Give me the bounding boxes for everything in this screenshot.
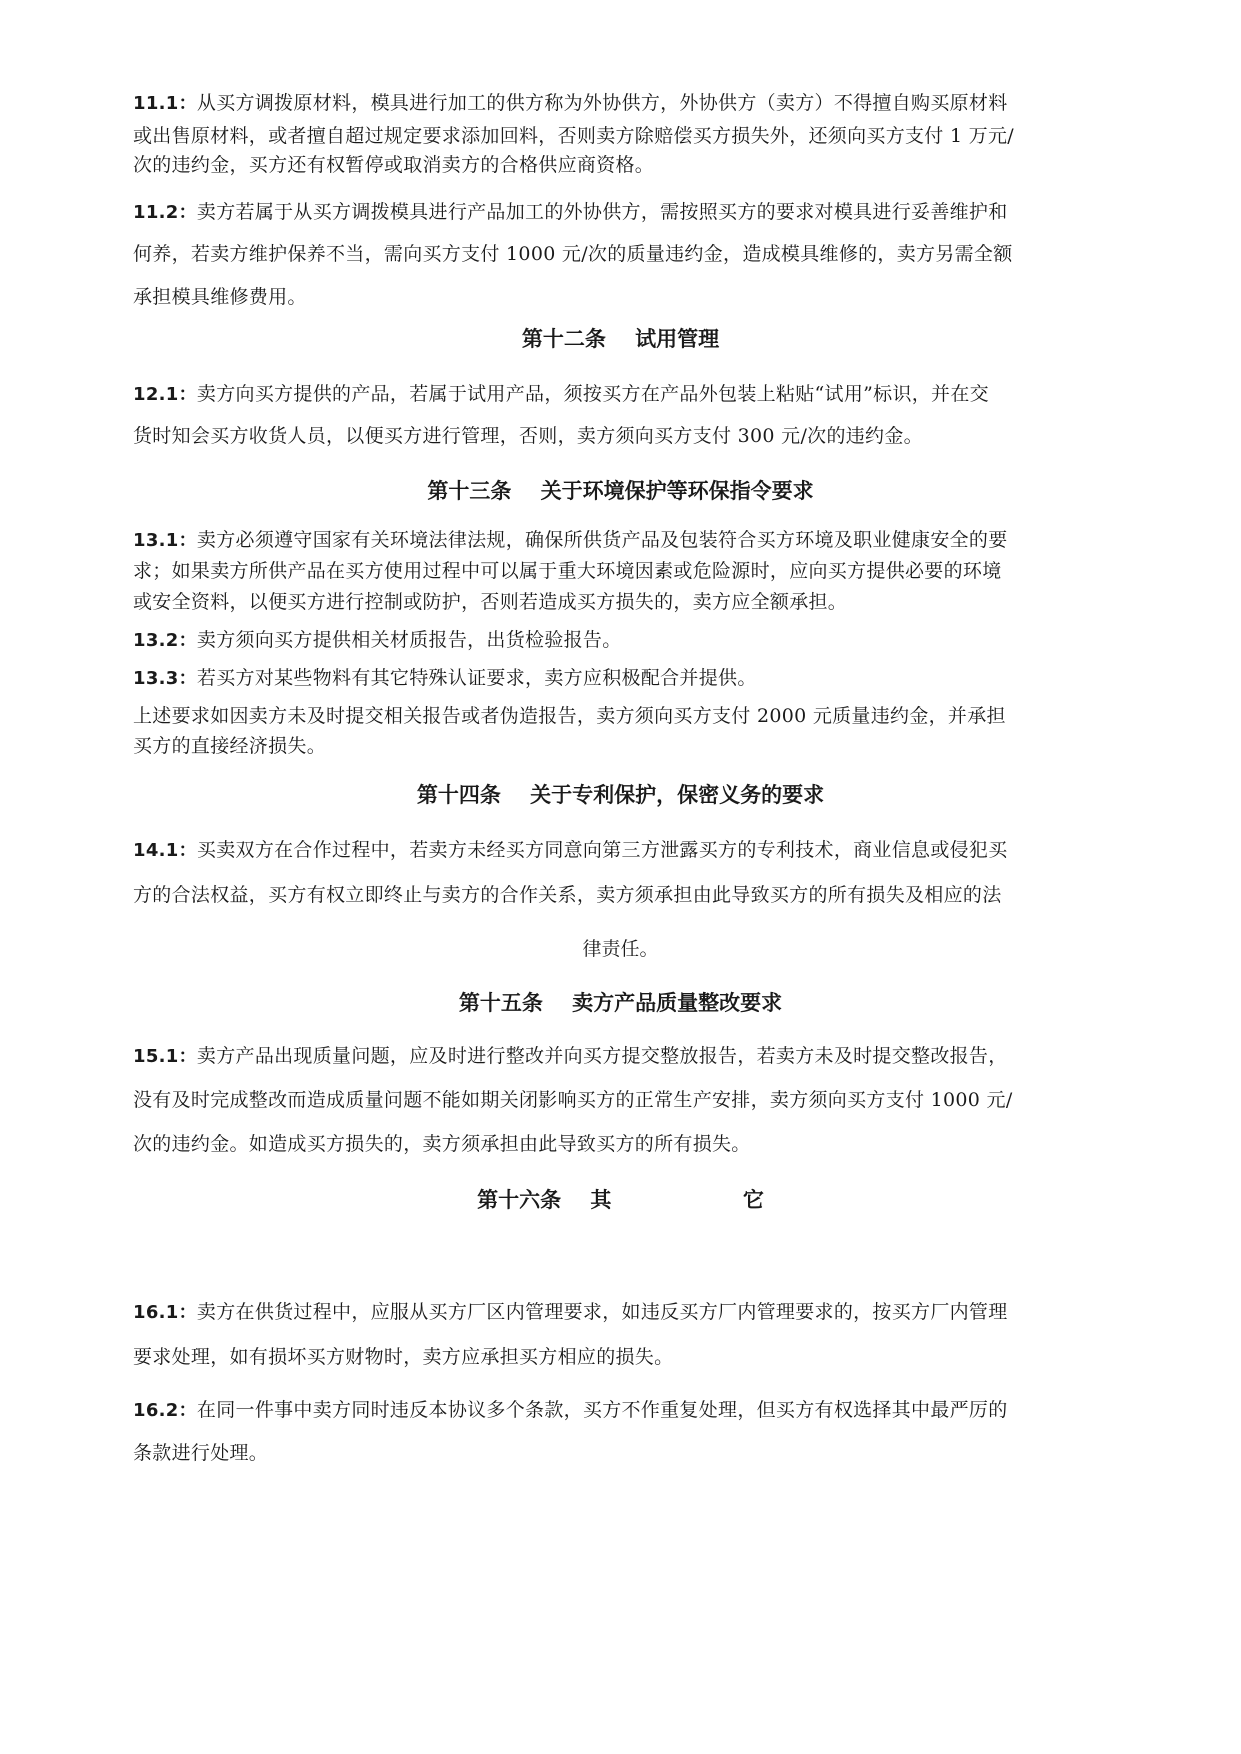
clause-number: 11.2： (133, 202, 197, 223)
article-13-heading: 第十三条 关于环境保护等环保指令要求 (427, 479, 814, 503)
article-15-heading: 第十五条 卖方产品质量整改要求 (458, 991, 783, 1015)
clause-13-1-line-2: 求；如果卖方所供产品在买方使用过程中可以属于重大环境因素或危险源时，应向买方提供必要的环境 (133, 560, 1002, 582)
clause-11-1-line-2: 或出售原材料，或者擅自超过规定要求添加回料，否则卖方除赔偿买方损失外，还须向买方支付 1 万元/ (133, 125, 1014, 147)
clause-11-2-line-3: 承担模具维修费用。 (133, 286, 307, 308)
clause-11-1-line-3: 次的违约金，买方还有权暂停或取消卖方的合格供应商资格。 (133, 154, 655, 176)
clause-13-2: 13.2：卖方须向买方提供相关材质报告，出货检验报告。 (133, 629, 622, 651)
clause-14-1-line-3: 律责任。 (582, 938, 659, 960)
clause-13-remark-line-1: 上述要求如因卖方未及时提交相关报告或者伪造报告，卖方须向买方支付 2000 元质量违约金，并承担 (133, 705, 1006, 727)
clause-13-remark-line-2: 买方的直接经济损失。 (133, 735, 327, 757)
clause-11-1-line-1: 11.1：从买方调拨原材料，模具进行加工的供方称为外协供方，外协供方（卖方）不得擅自购买原材料 (133, 92, 1008, 114)
clause-number: 16.2： (133, 1400, 197, 1421)
article-16-heading: 第十六条 其 它 (477, 1188, 764, 1212)
clause-12-1-line-2: 货时知会买方收货人员，以便买方进行管理，否则，卖方须向买方支付 300 元/次的违约金。 (133, 425, 923, 447)
clause-11-2-line-1: 11.2：卖方若属于从买方调拨模具进行产品加工的外协供方，需按照买方的要求对模具进行妥善维护和 (133, 201, 1008, 223)
article-14-heading: 第十四条 关于专利保护，保密义务的要求 (416, 783, 825, 807)
clause-14-1-line-1: 14.1：买卖双方在合作过程中，若卖方未经买方同意向第三方泄露买方的专利技术，商业信息或侵犯买 (133, 839, 1008, 861)
clause-number: 13.3： (133, 668, 197, 689)
clause-14-1-line-2: 方的合法权益，买方有权立即终止与卖方的合作关系，卖方须承担由此导致买方的所有损失及相应的法 (133, 884, 1002, 906)
clause-13-1-line-1: 13.1：卖方必须遵守国家有关环境法律法规，确保所供货产品及包装符合买方环境及职业健康安全的要 (133, 529, 1008, 551)
clause-number: 15.1： (133, 1046, 197, 1067)
clause-number: 13.1： (133, 530, 197, 551)
clause-number: 16.1： (133, 1302, 197, 1323)
clause-12-1-line-1: 12.1：卖方向买方提供的产品，若属于试用产品，须按买方在产品外包装上粘贴“试用”标识，并在交 (133, 383, 989, 405)
article-12-heading: 第十二条 试用管理 (521, 327, 720, 351)
clause-15-1-line-1: 15.1：卖方产品出现质量问题，应及时进行整改并向买方提交整放报告，若卖方未及时提交整改报告， (133, 1045, 1008, 1067)
clause-13-3: 13.3：若买方对某些物料有其它特殊认证要求，卖方应积极配合并提供。 (133, 667, 757, 689)
clause-16-1-line-1: 16.1：卖方在供货过程中，应服从买方厂区内管理要求，如违反买方厂内管理要求的，按买方厂内管理 (133, 1301, 1008, 1323)
clause-16-2-line-1: 16.2：在同一件事中卖方同时违反本协议多个条款，买方不作重复处理，但买方有权选择其中最严厉的 (133, 1399, 1008, 1421)
clause-number: 13.2： (133, 630, 197, 651)
clause-16-2-line-2: 条款进行处理。 (133, 1442, 269, 1464)
clause-13-1-line-3: 或安全资料，以便买方进行控制或防护，否则若造成买方损失的，卖方应全额承担。 (133, 591, 848, 613)
clause-number: 12.1： (133, 384, 197, 405)
clause-number: 11.1： (133, 93, 197, 114)
clause-16-1-line-2: 要求处理，如有损坏买方财物时，卖方应承担买方相应的损失。 (133, 1346, 674, 1368)
clause-15-1-line-2: 没有及时完成整改而造成质量问题不能如期关闭影响买方的正常生产安排，卖方须向买方支付 1000 元/ (133, 1089, 1013, 1111)
clause-number: 14.1： (133, 840, 197, 861)
clause-11-2-line-2: 何养，若卖方维护保养不当，需向买方支付 1000 元/次的质量违约金，造成模具维修的，卖方另需全额 (133, 243, 1013, 265)
clause-15-1-line-3: 次的违约金。如造成买方损失的，卖方须承担由此导致买方的所有损失。 (133, 1133, 751, 1155)
